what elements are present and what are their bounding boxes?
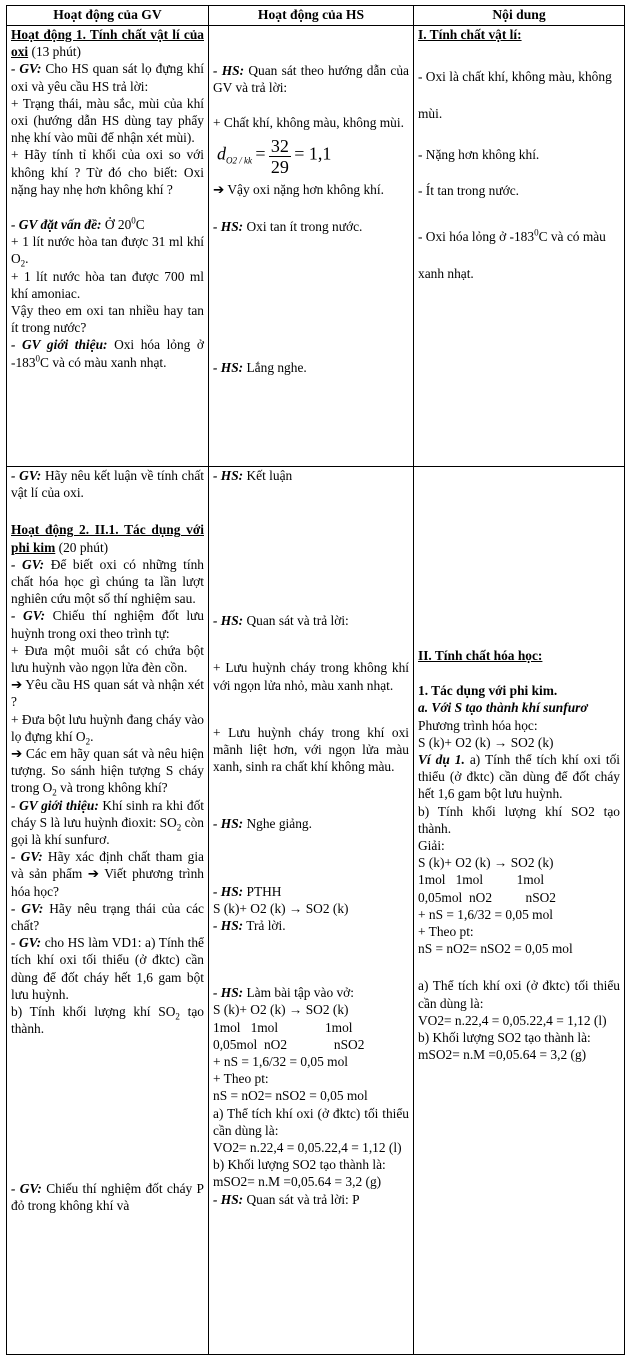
header-gv: Hoạt động của GV [7,6,209,26]
table-row-chemical [7,467,625,1355]
content-equation-1: S (k)+ O2 (k) → SO2 (k) [418,734,554,750]
activity2-title: Hoạt động 2. II.1. Tác dụng với phi kim (20 phút) [11,522,204,555]
hs-equation-1: S (k)+ O2 (k) → SO2 (k) [213,900,349,916]
gv-cell-1: Hoạt động 1. Tính chất vật lí của oxi (13 phút) - GV: Cho HS quan sát lọ đựng khí oxi và yêu cầu HS trả lời: + Trạng thái, màu sắc, mùi của khí oxi (hướng dẫn HS dùng tay phẩy nhẹ khí vào mũi để nhận xét mùi). + Hãy tính tỉ khối của oxi so với không khí ? Từ đó cho biết: Oxi nặng hay nhẹ hơn không khí ? - GV đặt vấn đề: Ở $20^0C$ + 1 lít nước hòa tan được 31 ml khí $O_2$. + 1 lít nước hòa tan được 700 ml khí amoniac. Vậy theo em oxi tan nhiều hay tan ít trong nước? - GV giới thiệu: Oxi hóa lỏng ở $-183^0C$ và có màu xanh nhạt. [7,26,209,467]
header-hs: Hoạt động của HS [209,6,414,26]
section-physical-title: I. Tính chất vật lí: [418,27,522,42]
content-equation-2: S (k)+ O2 (k) → SO2 (k) [418,855,554,871]
hs-cell-1: - HS: Quan sát theo hướng dẫn của GV và trả lời: + Chất khí, không màu, không mùi. $d_{O2 / kk}$ = $\frac{32}{29}$ = 1,1 ➔ Vậy oxi nặng hơn không khí. - HS: Oxi tan ít trong nước. - HS: Lắng nghe. [209,26,414,467]
section-chemical-title: II. Tính chất hóa học: [418,648,543,663]
table-header-row [7,6,625,26]
content-cell-1: I. Tính chất vật lí: - Oxi là chất khí, không màu, không mùi. - Nặng hơn không khí. - Ít tan trong nước. - Oxi hóa lỏng ở $-183^0C$ và có màu xanh nhạt. [414,26,625,467]
table-row-physical [7,26,625,467]
activity1-title: Hoạt động 1. Tính chất vật lí của oxi (13 phút) [11,27,204,60]
header-content: Nội dung [414,6,625,26]
density-formula: $d_{O2 / kk}$ = $\frac{32}{29}$ = 1,1 [217,135,332,177]
hs-cell-2: - HS: Kết luận - HS: Quan sát và trả lời: + Lưu huỳnh cháy trong không khí với ngọn lửa nhỏ, màu xanh nhạt. + Lưu huỳnh cháy trong khí oxi mãnh liệt hơn, với ngọn lửa màu xanh, sinh ra chất khí không màu. - HS: Nghe giảng. - HS: PTHH S (k)+ O2 (k) → SO2 (k) - HS: Trả lời. - HS: Làm bài tập vào vở: S (k)+ O2 (k) → SO2 (k) 1mol 1mol 1mol 0,05mol nO2 nSO2 + nS = 1,6/32 = 0,05 mol + Theo pt: nS = nO2= nSO2 = 0,05 mol a) Thể tích khí oxi (ở đktc) tối thiểu cần dùng là: VO2= n.22,4 = 0,05.22,4 = 1,12 (l) b) Khối lượng SO2 tạo thành là: mSO2= n.M =0,05.64 = 3,2 (g) - HS: Quan sát và trả lời: P [209,467,414,1355]
lesson-table [6,5,625,1355]
hs-equation-2: S (k)+ O2 (k) → SO2 (k) [213,1002,349,1018]
gv-cell-2: - GV: Hãy nêu kết luận về tính chất vật lí của oxi. Hoạt động 2. II.1. Tác dụng với phi kim (20 phút) - GV: Để biết oxi có những tính chất hóa học gì chúng ta lần lượt nghiên cứu một số thí nghiệm sau. - GV: Chiếu thí nghiệm đốt lưu huỳnh trong oxi theo trình tự: + Đưa một muôi sắt có chứa bột lưu huỳnh vào ngọn lửa đèn cồn. ➔ Yêu cầu HS quan sát và nhận xét ? + Đưa bột lưu huỳnh đang cháy vào lọ đựng khí $O_2$. ➔ Các em hãy quan sát và nêu hiện tượng. So sánh hiện tượng S cháy trong $O_2$ và trong không khí? - GV giới thiệu: Khí sinh ra khi đốt cháy S là lưu huỳnh đioxit: $SO_2$ còn gọi là khí sunfurơ. - GV: Hãy xác định chất tham gia và sản phẩm ➔ Viết phương trình hóa học? - GV: Hãy nêu trạng thái của các chất? - GV: cho HS làm VD1: a) Tính thể tích khí oxi tối thiểu (ở đktc) cần dùng để đốt cháy hết 1,6 gam bột lưu huỳnh. b) Tính khối lượng khí $SO_2$ tạo thành. - GV: Chiếu thí nghiệm đốt cháy P đỏ trong không khí và [7,467,209,1355]
content-cell-2: II. Tính chất hóa học: 1. Tác dụng với phi kim. a. Với S tạo thành khí sunfurơ Phương trình hóa học: S (k)+ O2 (k) → SO2 (k) Ví dụ 1. a) Tính thể tích khí oxi tối thiểu (ở đktc) cần dùng để đốt cháy hết 1,6 gam bột lưu huỳnh. b) Tính khối lượng khí SO2 tạo thành. Giải: S (k)+ O2 (k) → SO2 (k) 1mol 1mol 1mol 0,05mol nO2 nSO2 + nS = 1,6/32 = 0,05 mol + Theo pt: nS = nO2= nSO2 = 0,05 mol a) Thể tích khí oxi (ở đktc) tối thiểu cần dùng là: VO2= n.22,4 = 0,05.22,4 = 1,12 (l) b) Khối lượng SO2 tạo thành là: mSO2= n.M =0,05.64 = 3,2 (g) [414,467,625,1355]
